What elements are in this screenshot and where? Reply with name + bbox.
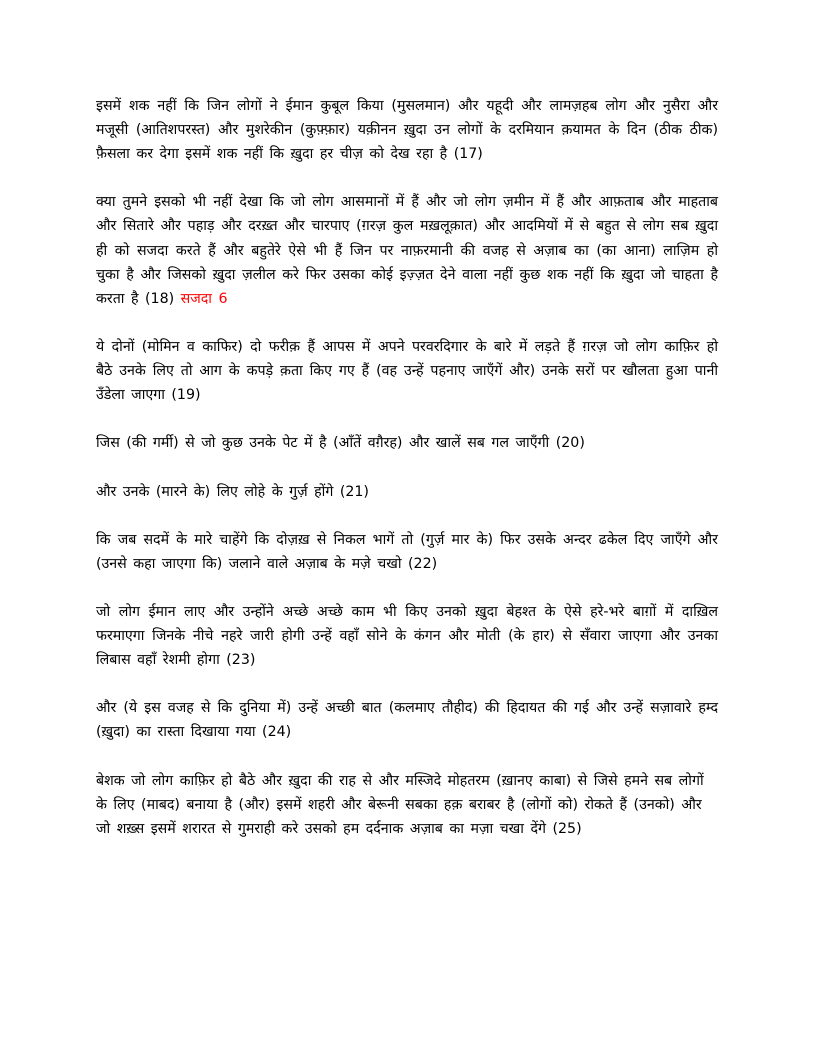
verse-paragraph-21: और उनके (मारने के) लिए लोहे के गुर्ज़ होंगे (21) — [96, 483, 369, 500]
sajda-marker: सजदा 6 — [180, 290, 228, 307]
verse-paragraph-23: जो लोग ईमान लाए और उन्होंने अच्छे अच्छे काम भी किए उनको ख़ुदा बेहश्त के ऐसे हरे-भरे बाग़ों में दाख़िल फरमाएगा जिनके नीचे नहरे जारी होगी उन्हें वहाँ सोने के कंगन और मोती (के हार) से सँवारा जाएगा और उनका लिबास वहाँ रेशमी होगा (23) — [96, 603, 718, 669]
verse-paragraph-24: और (ये इस वजह से कि दुनिया में) उन्हें अच्छी बात (कलमाए तौहीद) की हिदायत की गई और उन्हें सज़ावारे हम्द (ख़ुदा) का रास्ता दिखाया गया (24) — [96, 700, 718, 741]
verse-18-text: क्या तुमने इसको भी नहीं देखा कि जो लोग आसमानों में हैं और जो लोग ज़मीन में हैं और आफ़ताब और माहताब और सितारे और पहाड़ और दरख़्त और चारपाए (ग़रज़ कुल मख़लूक़ात) और आदमियों में से बहुत से लोग सब ख़ुदा ही को सजदा करते हैं और बहुतेरे ऐसे भी हैं जिन पर नाफ़रमानी की वजह से अज़ाब का (का आना) लाज़िम हो चुका है और जिसको ख़ुदा ज़लील करे फिर उसका कोई इज़्ज़त देने वाला नहीं कुछ शक नहीं कि ख़ुदा जो चाहता है करता है (18) — [96, 194, 718, 307]
verse-paragraph-22: कि जब सदमें के मारे चाहेंगे कि दोज़ख़ से निकल भागें तो (गुर्ज़ मार के) फिर उसके अन्दर ढकेल दिए जाएँगे और (उनसे कहा जाएगा कि) जलाने वाले अज़ाब के मज़े चखो (22) — [96, 531, 718, 572]
verse-paragraph-17: इसमें शक नहीं कि जिन लोगों ने ईमान कुबूल किया (मुसलमान) और यहूदी और लामज़हब लोग और नुसैरा और मजूसी (आतिशपरस्त) और मुशरेकीन (कुफ़्फ़ार) यक़ीनन ख़ुदा उन लोगों के दरमियान क़यामत के दिन (ठीक ठीक) फ़ैसला कर देगा इसमें शक नहीं कि ख़ुदा हर चीज़ को देख रहा है (17) — [96, 98, 718, 163]
verse-paragraph-25: बेशक जो लोग काफ़िर हो बैठे और ख़ुदा की राह से और मस्जिदे मोहतरम (ख़ानए काबा) से जिसे हमने सब लोगों के लिए (माबद) बनाया है (और) इसमें शहरी और बेरूनी सबका हक़ बराबर है (लोगों को) रोकते हैं (उनको) और जो शख़्स इसमें शरारत से गुमराही करे उसको हम दर्दनाक अज़ाब का मज़ा चखा देंगे (25) — [96, 772, 704, 837]
verse-paragraph-19: ये दोनों (मोमिन व काफिर) दो फरीक़ हैं आपस में अपने परवरदिगार के बारे में लड़ते हैं ग़रज़ जो लोग काफ़िर हो बैठे उनके लिए तो आग के कपड़े क़ता किए गए हैं (वह उन्हें पहनाए जाएँगें और) उनके सरों पर खौलता हुआ पानी उँडेला जाएगा (19) — [96, 338, 718, 404]
verse-paragraph-20: जिस (की गर्मी) से जो कुछ उनके पेट में है (आँतें वग़ैरह) और खालें सब गल जाएँगी (20) — [96, 435, 585, 452]
document-page — [96, 94, 718, 865]
verse-paragraph-18 — [96, 190, 718, 310]
